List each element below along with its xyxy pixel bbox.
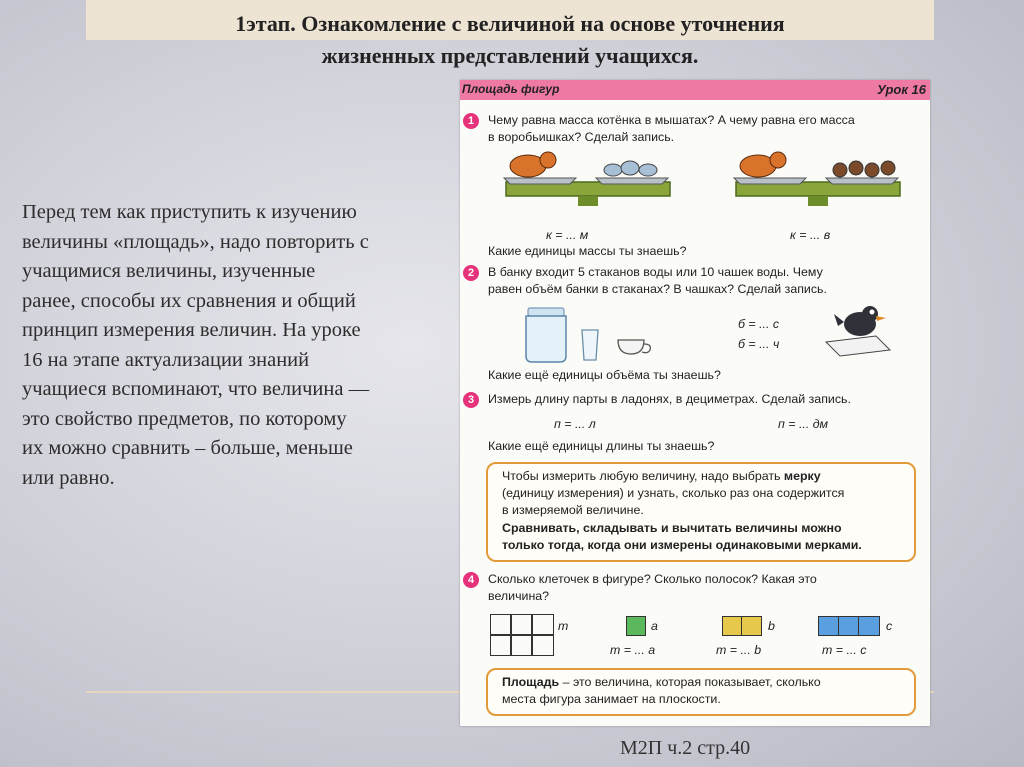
figure-grid (490, 614, 554, 656)
title-line-2: жизненных представлений учащихся. (321, 43, 699, 68)
definition-line-2: места фигура занимает на плоскости. (502, 692, 721, 706)
grid-cell (510, 614, 533, 636)
label-b: b (768, 619, 775, 633)
task4-number: 4 (463, 572, 479, 588)
title-line-1: 1этап. Ознакомление с величиной на основе уточнения (235, 11, 785, 36)
balance-scale-sparrows-illustration (728, 148, 908, 228)
textbook-lesson: Урок 16 (876, 82, 926, 97)
task4-text-line1: Сколько клеточек в фигуре? Сколько полосок? Какая это (488, 572, 817, 586)
task2-formula-2: б = ... ч (738, 337, 780, 351)
rule-line-2: (единицу измерения) и узнать, сколько раз она содержится (502, 486, 845, 500)
yellow-strip-part2 (741, 616, 762, 636)
rule-keyword-merka: мерку (783, 469, 821, 483)
slide-title (86, 8, 934, 72)
label-c: с (886, 619, 893, 633)
yellow-strip-part1 (722, 616, 743, 636)
textbook-topic: Площадь фигур (462, 82, 560, 96)
grid-cell (531, 634, 554, 656)
grid-cell (490, 634, 512, 656)
grid-cell (490, 614, 512, 636)
rule-line-3: в измеряемой величине. (502, 503, 644, 517)
blue-strip-part3 (858, 616, 880, 636)
task3-text-line1: Измерь длину парты в ладонях, в дециметрах. Сделай запись. (488, 392, 851, 406)
task2-number: 2 (463, 265, 479, 281)
task4-formula-a: т = ... а (610, 643, 656, 657)
task3-formula-right: п = ... дм (778, 417, 829, 431)
grid-cell (510, 634, 533, 656)
rule-box (486, 462, 916, 562)
source-reference: М2П ч.2 стр.40 (620, 737, 751, 759)
definition-line-1-text: – это величина, которая показывает, сколько (559, 675, 821, 689)
definition-line-1 (502, 674, 821, 691)
textbook-page (460, 80, 930, 726)
green-unit-square (626, 616, 646, 636)
task2-formula-1: б = ... с (738, 317, 780, 331)
label-m: т (558, 619, 569, 633)
textbook-header (460, 80, 930, 100)
task3-question: Какие ещё единицы длины ты знаешь? (488, 439, 715, 453)
task4-text-line2: величина? (488, 589, 550, 603)
definition-box (486, 668, 916, 716)
task3-number: 3 (463, 392, 479, 408)
body-paragraph: Перед тем как приступить к изучению величины «площадь», надо повторить с учащимися величины, изученные ранее, способы их сравнения и общий принцип измерения величин. На уроке 16 на этапе актуализации знаний учащиеся вспоминают, что величина — это свойство предметов, по которому их можно сравнить – больше, меньше или равно. (22, 201, 370, 489)
balance-scale-mice-illustration (498, 148, 678, 228)
task3-formula-left: п = ... л (554, 417, 596, 431)
rule-line-1 (502, 468, 821, 485)
task4-formula-c: т = ... с (822, 643, 867, 657)
task1-text-line1: Чему равна масса котёнка в мышатах? А чему равна его масса (488, 113, 855, 127)
blue-strip-part1 (818, 616, 840, 636)
grid-cell (531, 614, 554, 636)
task1-number: 1 (463, 113, 479, 129)
task1-formula-left: к = ... м (546, 228, 589, 242)
task2-text-line2: равен объём банки в стаканах? В чашках? Сделай запись. (488, 282, 827, 296)
rule-line-1-text: Чтобы измерить любую величину, надо выбрать (502, 469, 784, 483)
task1-text-line2: в воробьишках? Сделай запись. (488, 130, 675, 144)
task1-question: Какие единицы массы ты знаешь? (488, 244, 687, 258)
definition-term: Площадь (502, 675, 560, 689)
task2-text-line1: В банку входит 5 стаканов воды или 10 чашек воды. Чему (488, 265, 823, 279)
label-a: а (651, 619, 658, 633)
rule-line-4: Сравнивать, складывать и вычитать величины можно (502, 521, 842, 535)
jar-glass-cup-illustration (520, 304, 670, 364)
task1-formula-right: к = ... в (790, 228, 831, 242)
rule-line-5: только тогда, когда они измерены одинаковыми мерками. (502, 538, 862, 552)
task2-question: Какие ещё единицы объёма ты знаешь? (488, 368, 721, 382)
task4-formula-b: т = ... b (716, 643, 762, 657)
blue-strip-part2 (838, 616, 860, 636)
crow-drawing-illustration (820, 302, 900, 360)
